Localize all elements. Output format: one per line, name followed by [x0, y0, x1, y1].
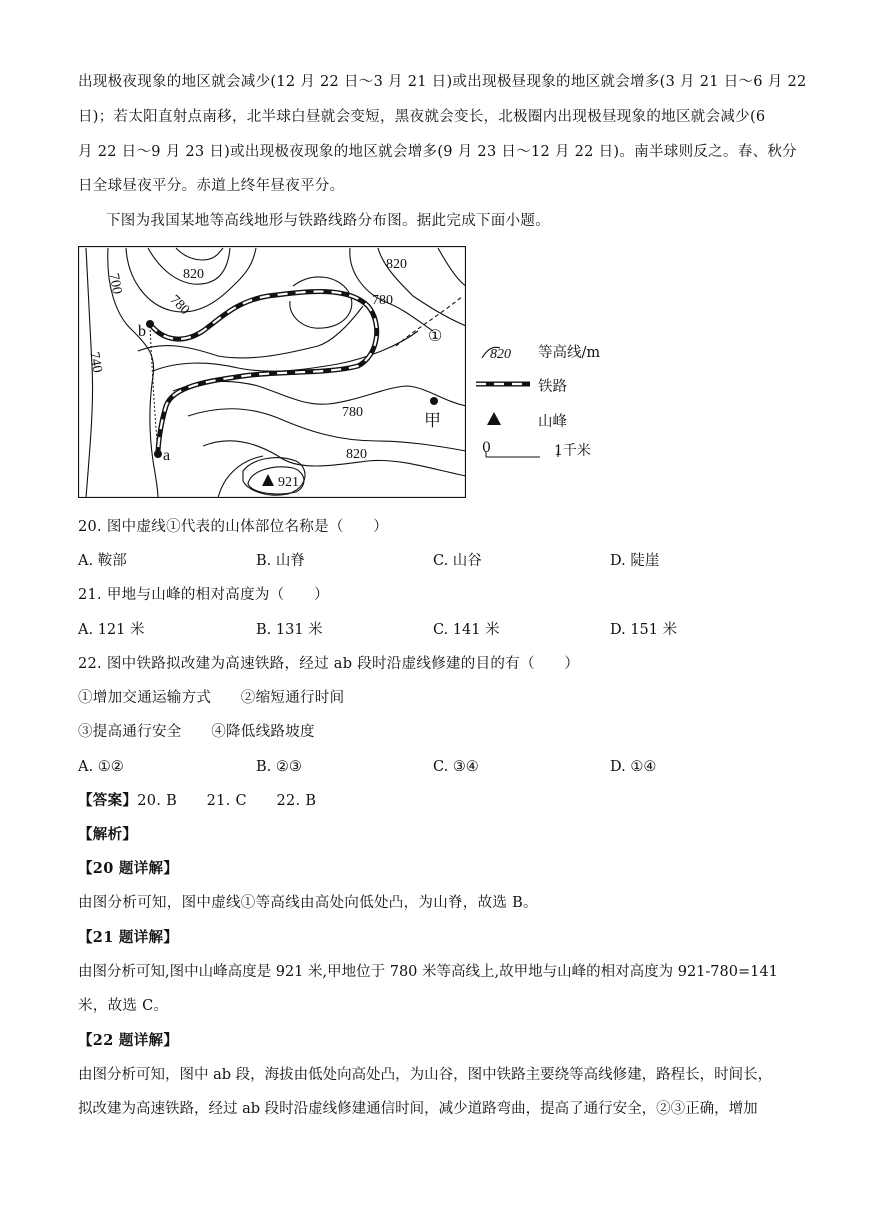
- answer-label: 【答案】: [78, 792, 138, 809]
- q21-analysis-text-2: 米，故选 C。: [78, 998, 169, 1014]
- q21-analysis-heading: 【21 题详解】: [78, 929, 179, 946]
- point-b-label: b: [138, 323, 146, 340]
- q20-option-c: C. 山谷: [433, 553, 482, 569]
- question-22-stem: 22. 图中铁路拟改建为高速铁路，经过 ab 段时沿虚线修建的目的有（ ）: [78, 656, 580, 672]
- q22-choices-line-1: ①增加交通运输方式 ②缩短通行时间: [78, 690, 345, 706]
- intro-line-4: 日全球昼夜平分。赤道上终年昼夜平分。: [78, 178, 345, 194]
- question-prompt: 下图为我国某地等高线地形与铁路线路分布图。据此完成下面小题。: [106, 213, 550, 229]
- legend-peak-icon: [487, 412, 501, 425]
- q20-analysis-heading: 【20 题详解】: [78, 860, 179, 877]
- q22-analysis-heading: 【22 题详解】: [78, 1032, 179, 1049]
- q22-analysis-text-1: 由图分析可知，图中 ab 段，海拔由低处向高处凸，为山谷，图中铁路主要绕等高线修建，路程长，时间长，: [78, 1067, 773, 1083]
- point-a-marker: [154, 450, 162, 458]
- map-legend: [470, 330, 630, 470]
- q20-option-b: B. 山脊: [256, 553, 305, 569]
- q22-option-b: B. ②③: [256, 759, 302, 775]
- contour-label: 780: [372, 293, 393, 308]
- answer-text: 20. B 21. C 22. B: [137, 793, 317, 809]
- point-a-label: a: [163, 447, 171, 464]
- q21-option-a: A. 121 米: [78, 622, 145, 638]
- contour-label: 820: [183, 267, 204, 282]
- q21-analysis-text-1: 由图分析可知,图中山峰高度是 921 米,甲地位于 780 米等高线上,故甲地与山峰的相对高度为 921-780=141: [78, 964, 778, 980]
- point-jia-marker: [430, 397, 438, 405]
- q22-option-a: A. ①②: [78, 759, 124, 775]
- contour-label: 700: [105, 272, 125, 296]
- peak-elevation: 921: [278, 475, 299, 490]
- contour-label: 780: [166, 292, 193, 319]
- legend-symbols: [470, 330, 540, 470]
- legend-contour-sample-label: 820: [490, 347, 511, 362]
- legend-scale-end: 1千米: [554, 443, 591, 459]
- q21-option-b: B. 131 米: [256, 622, 323, 638]
- legend-railway-label: 铁路: [538, 379, 567, 395]
- point-b-marker: [146, 320, 154, 328]
- answer-line: [78, 791, 316, 811]
- contour-label: 780: [342, 405, 363, 420]
- q20-analysis-text: 由图分析可知，图中虚线①等高线由高处向低处凸，为山脊，故选 B。: [78, 895, 538, 911]
- contour-label: 820: [346, 447, 367, 462]
- point-jia-label: 甲: [424, 411, 441, 430]
- question-20-stem: 20. 图中虚线①代表的山体部位名称是（ ）: [78, 519, 389, 535]
- question-21-stem: 21. 甲地与山峰的相对高度为（ ）: [78, 587, 329, 603]
- q21-option-d: D. 151 米: [610, 622, 678, 638]
- q21-option-c: C. 141 米: [433, 622, 500, 638]
- contour-label: 820: [386, 257, 407, 272]
- contour-map: [78, 246, 466, 498]
- q22-choices-line-2: ③提高通行安全 ④降低线路坡度: [78, 724, 315, 740]
- q22-analysis-text-2: 拟改建为高速铁路，经过 ab 段时沿虚线修建通信时间，减少道路弯曲，提高了通行安全，②③正确，增加: [78, 1101, 758, 1117]
- intro-line-3: 月 22 日～9 月 23 日)或出现极夜现象的地区就会增多(9 月 23 日～12 月 22 日)。南半球则反之。春、秋分: [78, 144, 797, 160]
- legend-peak-label: 山峰: [538, 414, 567, 430]
- q22-option-c: C. ③④: [433, 759, 479, 775]
- intro-line-2: 日)；若太阳直射点南移，北半球白昼就会变短，黑夜就会变长，北极圈内出现极昼现象的地区就会减少(6: [78, 109, 766, 125]
- q20-option-d: D. 陡崖: [610, 553, 660, 569]
- intro-line-1: 出现极夜现象的地区就会减少(12 月 22 日～3 月 21 日)或出现极昼现象的地区就会增多(3 月 21 日～6 月 22: [78, 74, 807, 90]
- contour-label: 740: [86, 350, 105, 374]
- analysis-heading: 【解析】: [78, 826, 138, 843]
- q20-option-a: A. 鞍部: [78, 553, 127, 569]
- q22-option-d: D. ①④: [610, 759, 657, 775]
- legend-scale-zero: 0: [482, 440, 491, 456]
- ridge-marker-label: ①: [428, 328, 443, 345]
- legend-contour-label: 等高线/m: [538, 345, 601, 361]
